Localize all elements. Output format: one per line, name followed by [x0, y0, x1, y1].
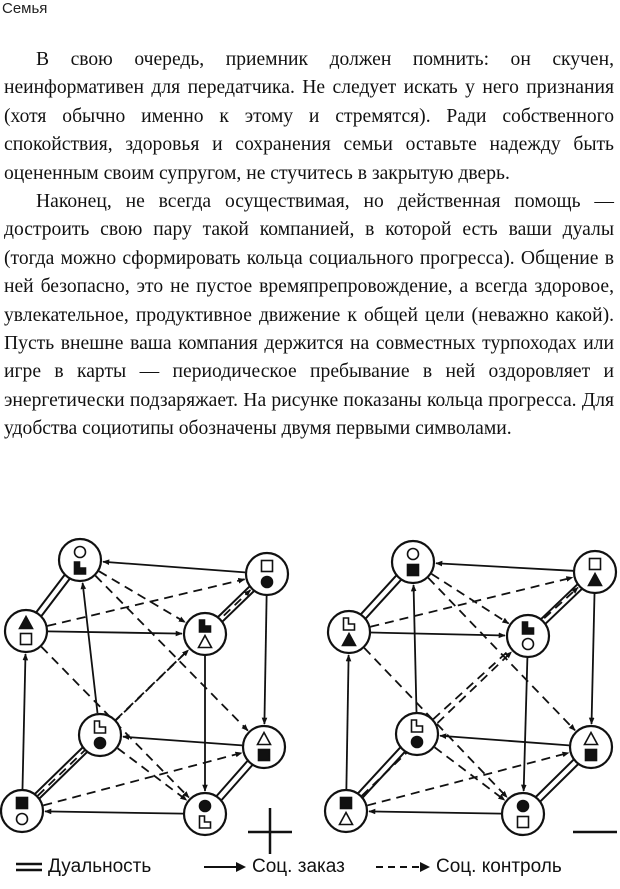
square-symbol-icon — [259, 750, 270, 761]
social-control-arrow — [432, 574, 509, 624]
social-control-arrow — [433, 587, 578, 719]
sociotype-node — [246, 553, 288, 595]
social-order-arrow — [371, 632, 505, 635]
square-symbol-icon — [17, 798, 28, 809]
ring-diagram-left — [1, 539, 292, 854]
running-header: Семья — [2, 0, 48, 17]
sociotype-node — [328, 611, 370, 653]
social-order-arrow — [436, 563, 573, 571]
square-symbol-icon — [586, 750, 597, 761]
sociotype-node — [79, 714, 121, 756]
legend-order — [202, 856, 345, 878]
circle-symbol-icon — [17, 814, 28, 825]
ring-diagram-right — [325, 541, 617, 835]
square-symbol-icon — [518, 817, 529, 828]
sociotype-node — [1, 790, 43, 832]
sociotype-node — [502, 793, 544, 835]
progress-rings-figure — [0, 528, 620, 854]
paragraph-1: В свою очередь, приемник должен помнить: он скучен, неинформативен для передатчика. Не следует искать у него признания (хотя обычно именно к этому и стремятся). Ради собственного спокойствия, здоровья и сохранения семьи оставьте надежду быть оцененным своим супругом, не стучитесь в закрытую дверь. — [4, 49, 614, 184]
circle-symbol-icon — [412, 737, 423, 748]
sociotype-node — [507, 615, 549, 657]
duality-edge — [358, 747, 405, 797]
plus-sign-icon — [248, 808, 292, 854]
social-control-arrow — [435, 747, 505, 800]
paragraph-2: Наконец, не всегда осуществимая, но действенная помощь — достроить свою пару такой компанией, в которой есть ваши дуалы (тогда можно сформировать кольца социального прогресса). Общение в ней безопасно, это не пустое времяпрепровождение, а всегда здоровое, увлекательное, продуктивное движение к общей цели (неважно какой). Пусть внешне ваша компания держится на совместных турпоходах или игре в карты — периодическое пребывание в ней оздоровляет и энергетически подзаряжает. На рисунке показаны кольца прогресса. Для удобства социотипы обозначены двумя первыми символами. — [4, 191, 614, 440]
legend-duality — [14, 856, 151, 878]
legend-order-label: Соц. заказ — [252, 856, 345, 877]
square-symbol-icon — [590, 559, 601, 570]
sociotype-node — [570, 726, 612, 768]
solid-arrow-icon — [202, 860, 248, 874]
sociotype-node — [5, 610, 47, 652]
sociotype-node — [392, 541, 434, 583]
sociotype-node — [59, 539, 101, 581]
social-control-arrow — [118, 748, 187, 800]
square-symbol-icon — [262, 561, 273, 572]
sociotype-node — [574, 551, 616, 593]
sociotype-node — [184, 613, 226, 655]
duality-edge — [361, 575, 401, 618]
duality-edge — [536, 759, 579, 801]
sociotype-node — [396, 713, 438, 755]
social-order-arrow — [123, 737, 242, 746]
social-order-arrow — [264, 596, 266, 724]
social-order-arrow — [414, 585, 417, 712]
social-order-arrow — [22, 654, 25, 789]
square-symbol-icon — [408, 565, 419, 576]
social-order-arrow — [103, 562, 245, 573]
circle-symbol-icon — [408, 549, 419, 560]
circle-symbol-icon — [518, 801, 529, 812]
circle-symbol-icon — [523, 639, 534, 650]
legend — [14, 856, 614, 884]
social-order-arrow — [440, 736, 569, 746]
duality-edge — [36, 575, 70, 616]
dashed-arrow-icon — [374, 860, 432, 874]
legend-control — [374, 856, 562, 878]
social-control-arrow — [428, 578, 575, 731]
duality-edge — [541, 584, 582, 624]
circle-symbol-icon — [200, 801, 211, 812]
double-line-icon — [14, 860, 44, 874]
legend-duality-label: Дуальность — [48, 856, 152, 877]
legend-control-label: Соц. контроль — [436, 856, 562, 877]
body-text — [4, 46, 614, 444]
social-order-arrow — [45, 811, 183, 813]
square-symbol-icon — [21, 634, 32, 645]
circle-symbol-icon — [262, 577, 273, 588]
sociotype-node — [325, 790, 367, 832]
social-order-arrow — [346, 655, 348, 789]
circle-symbol-icon — [95, 738, 106, 749]
social-order-arrow — [592, 594, 595, 724]
social-order-arrow — [369, 811, 501, 813]
sociotype-node — [243, 726, 285, 768]
social-order-arrow — [48, 631, 182, 633]
circle-symbol-icon — [75, 547, 86, 558]
square-symbol-icon — [341, 798, 352, 809]
sociotype-node — [184, 793, 226, 835]
duality-edge — [216, 761, 252, 801]
social-control-arrow — [95, 576, 247, 731]
social-order-arrow — [83, 583, 98, 713]
